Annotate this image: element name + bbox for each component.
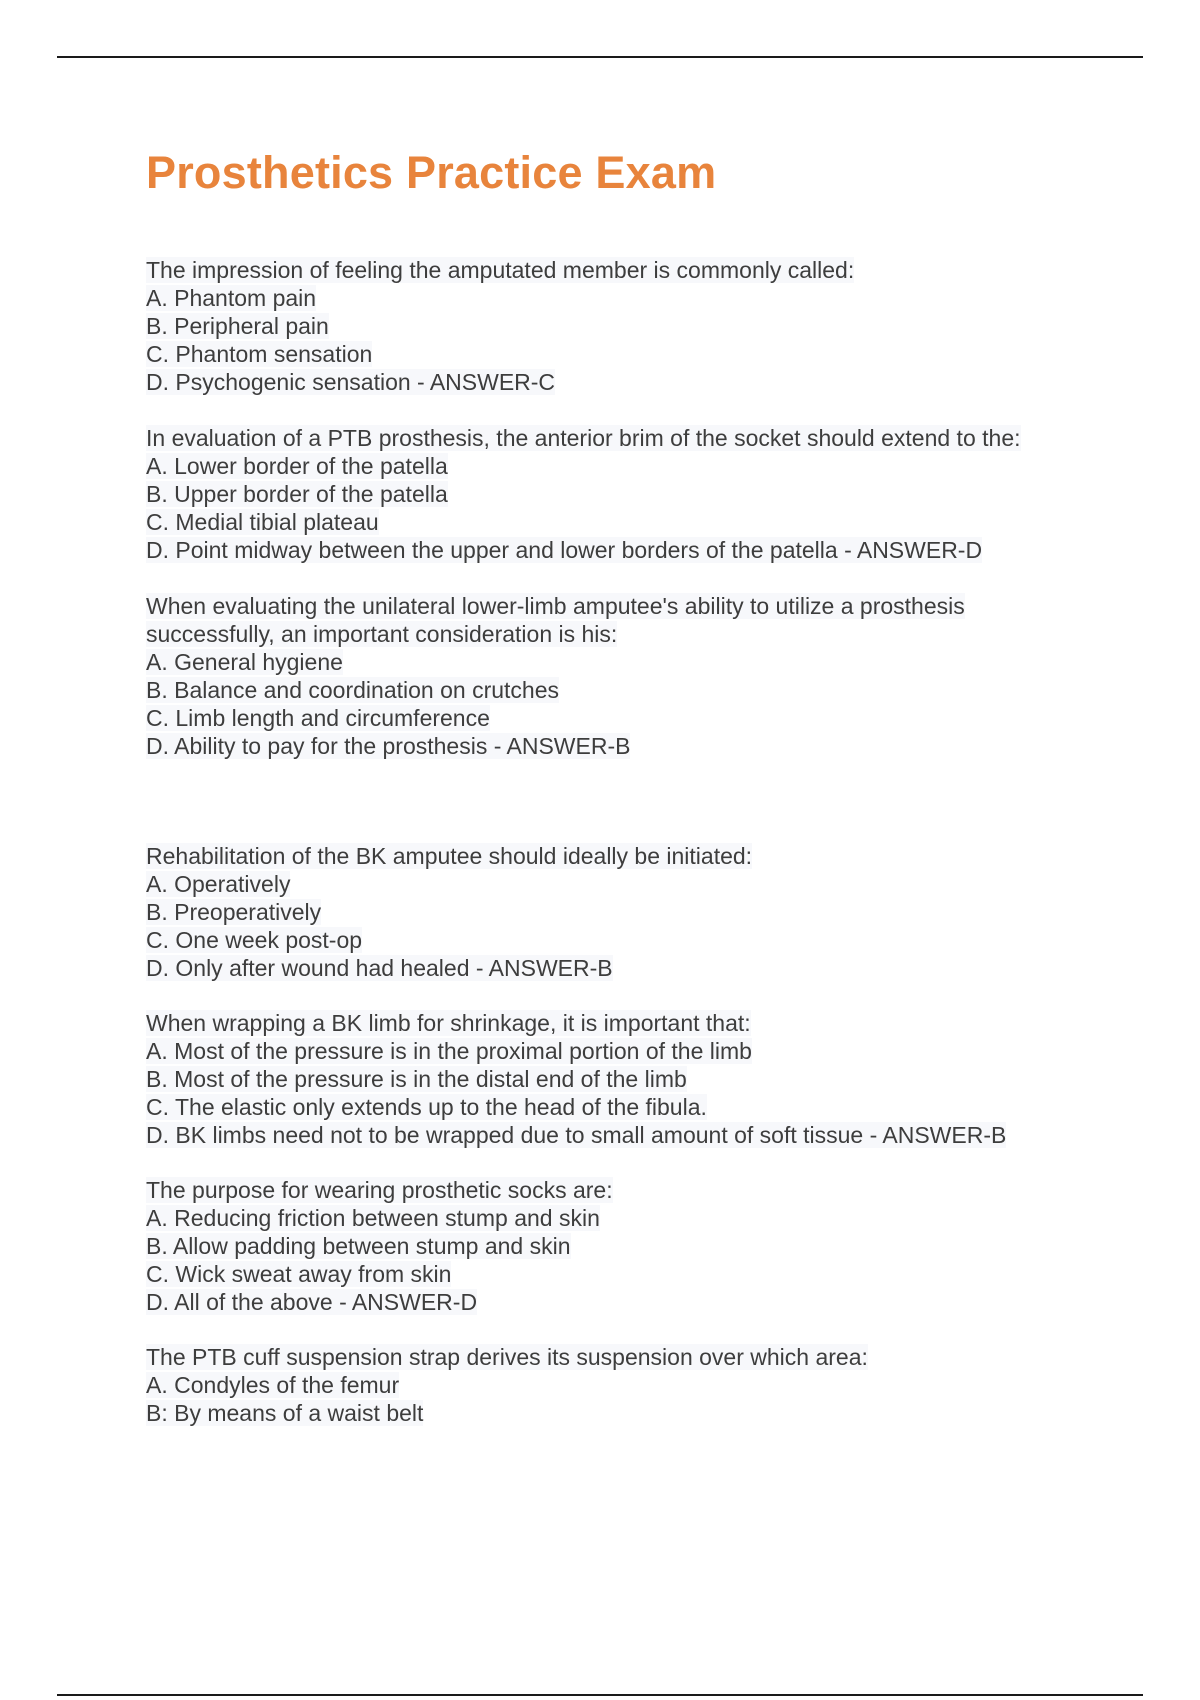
answer-option: D. All of the above - ANSWER-D: [146, 1289, 478, 1315]
answer-option: D. Point midway between the upper and lower borders of the patella - ANSWER-D: [146, 537, 983, 563]
answer-option: D. Ability to pay for the prosthesis - ANSWER-B: [146, 733, 631, 759]
answer-option: C. Wick sweat away from skin: [146, 1261, 452, 1287]
answer-option: A. Most of the pressure is in the proximal portion of the limb: [146, 1038, 752, 1064]
answer-option: D. Only after wound had healed - ANSWER-B: [146, 955, 613, 981]
question-block: [146, 1176, 1096, 1316]
question-text: The PTB cuff suspension strap derives its suspension over which area:: [146, 1344, 868, 1370]
answer-option: D. BK limbs need not to be wrapped due to small amount of soft tissue - ANSWER-B: [146, 1122, 1007, 1148]
answer-option: C. Medial tibial plateau: [146, 509, 379, 535]
answer-option: C. Limb length and circumference: [146, 705, 490, 731]
answer-option: B. Preoperatively: [146, 899, 322, 925]
footer-rule: [57, 1694, 1143, 1696]
header-rule: [57, 56, 1143, 58]
question-text: When wrapping a BK limb for shrinkage, it is important that:: [146, 1010, 751, 1036]
answer-option: A. General hygiene: [146, 649, 343, 675]
answer-option: C. One week post-op: [146, 927, 363, 953]
question-text: Rehabilitation of the BK amputee should ideally be initiated:: [146, 843, 753, 869]
answer-option: B. Upper border of the patella: [146, 481, 448, 507]
answer-option: B. Allow padding between stump and skin: [146, 1233, 571, 1259]
answer-option: A. Condyles of the femur: [146, 1372, 400, 1398]
answer-option: B. Balance and coordination on crutches: [146, 677, 559, 703]
question-text: successfully, an important consideration is his:: [146, 621, 618, 647]
answer-option: C. Phantom sensation: [146, 341, 373, 367]
question-text: The purpose for wearing prosthetic socks are:: [146, 1177, 613, 1203]
question-block: [146, 256, 1096, 396]
answer-option: A. Lower border of the patella: [146, 453, 448, 479]
question-block: [146, 842, 1096, 982]
answer-option: C. The elastic only extends up to the head of the fibula.: [146, 1094, 707, 1120]
question-block: [146, 1343, 1096, 1427]
question-text: In evaluation of a PTB prosthesis, the anterior brim of the socket should extend to the:: [146, 425, 1021, 451]
question-text: When evaluating the unilateral lower-limb amputee's ability to utilize a prosthesis: [146, 593, 965, 619]
answer-option: A. Reducing friction between stump and skin: [146, 1205, 600, 1231]
answer-option: B: By means of a waist belt: [146, 1400, 424, 1426]
answer-option: B. Most of the pressure is in the distal end of the limb: [146, 1066, 687, 1092]
answer-option: A. Phantom pain: [146, 285, 317, 311]
question-text: The impression of feeling the amputated member is commonly called:: [146, 257, 855, 283]
answer-option: D. Psychogenic sensation - ANSWER-C: [146, 369, 556, 395]
answer-option: A. Operatively: [146, 871, 291, 897]
answer-option: B. Peripheral pain: [146, 313, 329, 339]
question-block: [146, 424, 1096, 564]
question-block: [146, 1009, 1096, 1149]
page-title: Prosthetics Practice Exam: [146, 147, 717, 198]
question-block: [146, 592, 1096, 760]
